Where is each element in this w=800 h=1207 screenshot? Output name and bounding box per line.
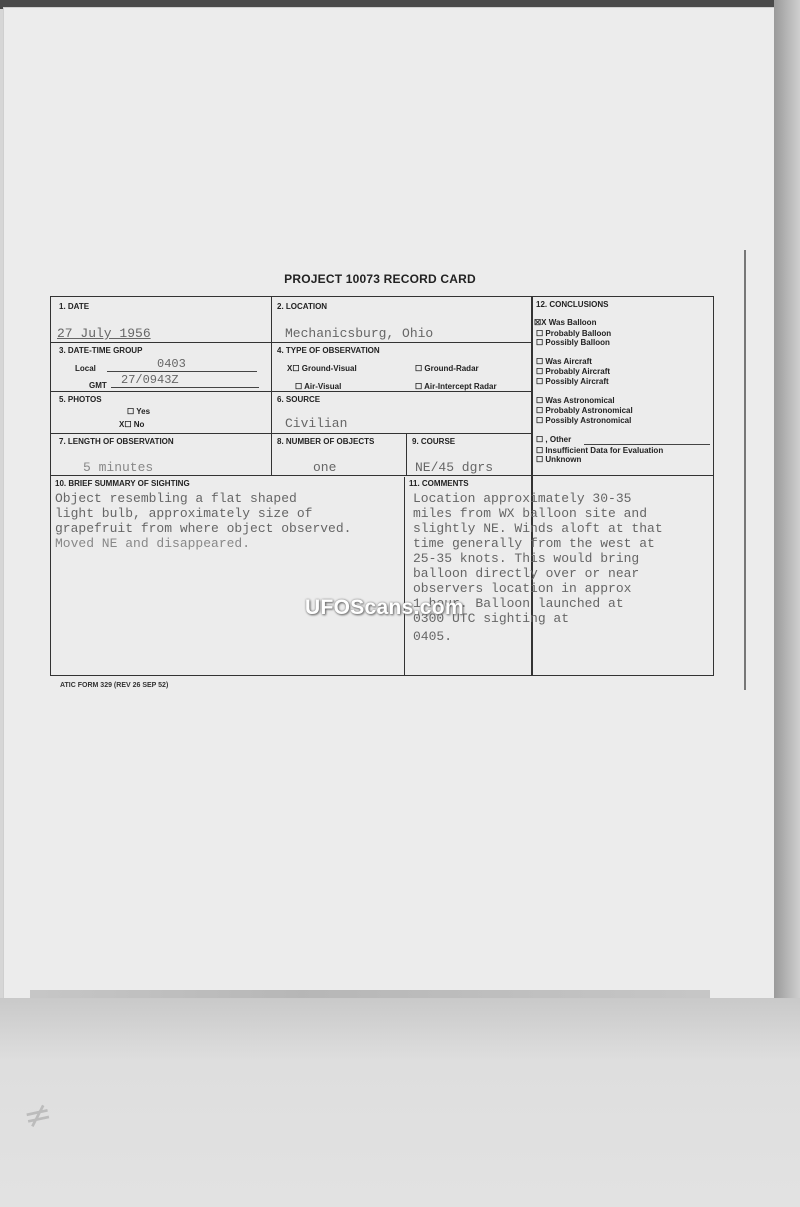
gmt-underline [111, 387, 259, 388]
ground-radar-option: ☐ Ground-Radar [415, 364, 479, 373]
course-value: NE/45 dgrs [415, 460, 494, 475]
conclusion-was-astronomical: ☐ Was Astronomical [536, 396, 615, 405]
comments-line: 1 hour. Balloon launched at [413, 596, 624, 611]
location-label: 2. LOCATION [277, 302, 328, 311]
comments-line: 25-35 knots. This would bring [413, 551, 640, 566]
comments-line: balloon directly over or near [413, 566, 640, 581]
conclusion-probably-aircraft: ☐ Probably Aircraft [536, 367, 611, 376]
conclusion-was-aircraft: ☐ Was Aircraft [536, 357, 592, 366]
conclusion-checkbox: ☐ [536, 367, 544, 376]
conclusion-unknown: ☐ Unknown [536, 455, 582, 464]
number-objects-value: one [313, 460, 337, 475]
comments-line: time generally from the west at [413, 536, 655, 551]
local-time-value: 0403 [157, 357, 186, 371]
comments-line: 0405. [413, 629, 453, 644]
photos-no-option: X☐ No [119, 420, 145, 429]
other-underline [584, 444, 710, 445]
air-intercept-option: ☐ Air-Intercept Radar [415, 382, 497, 391]
photos-yes-checkbox: ☐ [127, 407, 135, 416]
comments-line: Location approximately 30-35 [413, 491, 632, 506]
divider-col1 [271, 297, 272, 475]
row-line-3 [51, 433, 531, 434]
conclusion-possibly-balloon: ☐ Possibly Balloon [536, 338, 610, 347]
conclusion-checkbox: ☐ [536, 455, 544, 464]
date-value: 27 July 1956 [57, 326, 151, 341]
local-underline [107, 371, 257, 372]
air-intercept-checkbox: ☐ [415, 382, 423, 391]
air-visual-checkbox: ☐ [295, 382, 303, 391]
photos-no-checkbox: X☐ [119, 420, 132, 429]
source-label: 6. SOURCE [277, 395, 321, 404]
conclusion-checkbox: ☐ [536, 446, 544, 455]
conclusion-checkbox: ☐ [536, 357, 544, 366]
length-value: 5 minutes [83, 460, 154, 475]
conclusion-checkbox: ☐ [536, 329, 544, 338]
watermark: UFOScans.com [305, 596, 464, 619]
gmt-label: GMT [89, 381, 107, 390]
handwritten-scribble: ≠ [19, 1093, 56, 1139]
card-title: PROJECT 10073 RECORD CARD [284, 272, 476, 286]
location-value: Mechanicsburg, Ohio [285, 326, 434, 341]
observation-type-label: 4. TYPE OF OBSERVATION [277, 346, 380, 355]
conclusion-checkbox: ☐ [536, 338, 544, 347]
date-label: 1. DATE [59, 302, 90, 311]
air-visual-option: ☐ Air-Visual [295, 382, 342, 391]
row-line-2 [51, 391, 531, 392]
conclusion-possibly-astronomical: ☐ Possibly Astronomical [536, 416, 632, 425]
conclusion-was-balloon: ☒X Was Balloon [534, 318, 597, 327]
number-objects-label: 8. NUMBER OF OBJECTS [277, 437, 375, 446]
scan-right-edge [774, 0, 800, 1000]
row-line-4 [51, 475, 713, 476]
summary-line: Object resembling a flat shaped [55, 491, 297, 506]
local-label: Local [75, 364, 96, 373]
conclusions-label: 12. CONCLUSIONS [536, 300, 609, 309]
photos-yes-option: ☐ Yes [127, 407, 151, 416]
conclusion-checkbox: ☐ [536, 377, 544, 386]
course-label: 9. COURSE [412, 437, 456, 446]
comments-line: slightly NE. Winds aloft at that [413, 521, 663, 536]
conclusion-checkbox: ☐ [536, 435, 544, 444]
comments-line: observers location in approx [413, 581, 632, 596]
summary-line: grapefruit from where object observed. [55, 521, 352, 536]
conclusion-other: ☐ , Other [536, 435, 572, 444]
scan-lower-area [0, 998, 800, 1207]
ground-visual-option: X☐ Ground-Visual [287, 364, 357, 373]
summary-label: 10. BRIEF SUMMARY OF SIGHTING [55, 479, 190, 488]
comments-line: 0300 UTC sighting at [413, 611, 570, 626]
conclusion-checkbox: ☐ [536, 406, 544, 415]
divider-summary [404, 477, 405, 675]
gmt-time-value: 27/0943Z [121, 373, 179, 387]
summary-line: light bulb, approximately size of [55, 506, 313, 521]
ground-radar-checkbox: ☐ [415, 364, 423, 373]
comments-line: miles from WX balloon site and [413, 506, 648, 521]
photos-label: 5. PHOTOS [59, 395, 102, 404]
length-label: 7. LENGTH OF OBSERVATION [59, 437, 174, 446]
comments-label: 11. COMMENTS [409, 479, 469, 488]
conclusion-probably-balloon: ☐ Probably Balloon [536, 329, 612, 338]
conclusion-checkbox: ☐ [536, 396, 544, 405]
form-id: ATIC FORM 329 (REV 26 SEP 52) [60, 682, 169, 689]
conclusion-insufficient-data: ☐ Insufficient Data for Evaluation [536, 446, 664, 455]
conclusion-possibly-aircraft: ☐ Possibly Aircraft [536, 377, 609, 386]
summary-line: Moved NE and disappeared. [55, 536, 251, 551]
divider-col2 [406, 433, 407, 475]
fold-line [744, 250, 746, 690]
source-value: Civilian [285, 416, 348, 431]
row-line-1 [51, 342, 531, 343]
date-time-group-label: 3. DATE-TIME GROUP [59, 346, 143, 355]
ground-visual-checkbox: X☐ [287, 364, 300, 373]
conclusion-checkbox: ☐ [536, 416, 544, 425]
conclusion-checkbox: ☒X [534, 318, 547, 327]
conclusion-probably-astronomical: ☐ Probably Astronomical [536, 406, 633, 415]
